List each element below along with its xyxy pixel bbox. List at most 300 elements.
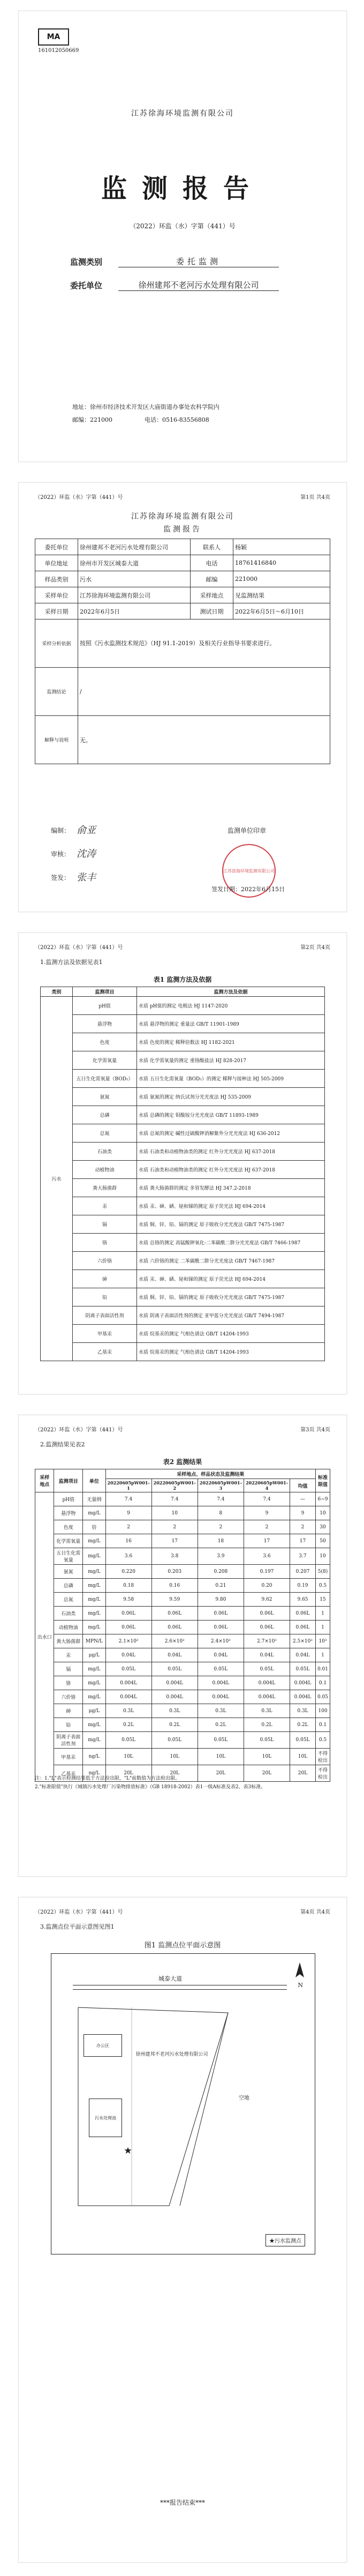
- result-cell: 9: [290, 1506, 316, 1520]
- result-cell: 0.5: [315, 1579, 330, 1593]
- report-end: ***报告结束***: [160, 2499, 205, 2506]
- result-cell: 0.2L: [105, 1718, 151, 1732]
- method-item: pH值: [73, 997, 137, 1015]
- info-value: 杨颖: [233, 539, 330, 555]
- page-header: （2022）环监（水）字第（441）号 第3页 共4页: [35, 1427, 330, 1433]
- result-cell: 10³: [315, 1634, 330, 1648]
- result-cell: 0.05L: [105, 1732, 151, 1749]
- result-cell: 18: [198, 1534, 244, 1548]
- methods-page: [18, 932, 347, 1394]
- result-item: 化学需氧量: [54, 1534, 83, 1548]
- info-label: 联系人: [191, 539, 233, 555]
- result-item: 汞: [54, 1648, 83, 1662]
- result-cell: 0.06L: [151, 1621, 198, 1634]
- result-cell: 0.16: [151, 1579, 198, 1593]
- result-item: 石油类: [54, 1607, 83, 1621]
- method-item: 粪大肠菌群: [73, 1179, 137, 1197]
- table-row: [35, 1648, 330, 1662]
- result-cell: 0.004L: [290, 1676, 316, 1690]
- result-cell: 0.05L: [151, 1662, 198, 1676]
- signature-editor: 俞亚: [77, 825, 96, 836]
- result-cell: MPN/L: [83, 1634, 105, 1648]
- result-cell: 0.20: [244, 1579, 290, 1593]
- category-label: 监测类别: [70, 257, 103, 267]
- result-cell: 3.9: [198, 1548, 244, 1565]
- result-cell: 0.06L: [198, 1607, 244, 1621]
- table-row: [41, 1015, 325, 1033]
- report-number: （2022）环监（水）字第（441）号: [130, 222, 236, 230]
- table-row: [41, 1234, 325, 1252]
- result-item: 动植物油: [54, 1621, 83, 1634]
- table-row: [35, 1621, 330, 1634]
- monitor-point-star-icon: [124, 2147, 132, 2154]
- method-text: 水质 汞、砷、硒、铋和锑的测定 原子荧光法 HJ 694-2014: [137, 1197, 325, 1215]
- col-sample-1: 20220605pW001-1: [105, 1479, 151, 1492]
- table-row: [35, 1634, 330, 1648]
- method-item: 乙基汞: [73, 1343, 137, 1361]
- result-cell: 0.04L: [244, 1648, 290, 1662]
- result-cell: 17: [244, 1534, 290, 1548]
- result-cell: 0.3L: [198, 1704, 244, 1718]
- method-item: 总氮: [73, 1124, 137, 1143]
- table-row: [41, 1306, 325, 1325]
- info-company: 江苏徐海环境监测有限公司: [131, 512, 234, 521]
- method-text: 水质 总磷的测定 钼酸铵分光光度法 GB/T 11893-1989: [137, 1106, 325, 1124]
- result-item: 阴离子表面活性剂: [54, 1732, 83, 1749]
- col-unit: 单位: [83, 1469, 105, 1492]
- result-cell: 9: [244, 1506, 290, 1520]
- table-row: [41, 997, 325, 1015]
- info-label: 测试日期: [191, 603, 233, 619]
- result-cell: 0.2L: [290, 1718, 316, 1732]
- sampling-point-cell: 出水口: [35, 1492, 54, 1782]
- result-cell: 0.2L: [151, 1718, 198, 1732]
- method-item: 悬浮物: [73, 1015, 137, 1033]
- result-cell: 2.7×10²: [244, 1634, 290, 1648]
- result-cell: 9: [105, 1506, 151, 1520]
- result-cell: 0.004L: [198, 1690, 244, 1704]
- result-cell: mg/L: [83, 1621, 105, 1634]
- basis-value: 按照《污水监测技术规范》（HJ 91.1-2019）及相关行业指导书要求进行。: [78, 619, 330, 668]
- result-cell: 0.05L: [151, 1732, 198, 1749]
- result-cell: 7.4: [198, 1492, 244, 1506]
- client-label: 委托单位: [70, 281, 103, 290]
- info-label: 采样单位: [35, 587, 78, 603]
- table-row: [41, 1288, 325, 1306]
- info-label: 邮编: [191, 571, 233, 587]
- result-cell: 17: [151, 1534, 198, 1548]
- result-cell: —: [290, 1492, 316, 1506]
- category-row: [70, 256, 279, 267]
- result-cell: ng/L: [83, 1765, 105, 1782]
- info-row: [35, 603, 330, 619]
- table-row: [41, 1343, 325, 1361]
- result-cell: 0.1: [315, 1676, 330, 1690]
- result-cell: 0.06L: [290, 1607, 316, 1621]
- result-cell: 不得检出: [315, 1765, 330, 1782]
- result-cell: 10L: [244, 1749, 290, 1765]
- result-cell: 0.05: [315, 1690, 330, 1704]
- signature-reviewer: 沈涛: [77, 848, 96, 860]
- result-cell: mg/L: [83, 1690, 105, 1704]
- table-row: [35, 1676, 330, 1690]
- result-item: 甲基汞: [54, 1749, 83, 1765]
- result-cell: 0.2L: [198, 1718, 244, 1732]
- info-subtitle: 监测报告: [163, 525, 202, 534]
- col-group: 采样地点、样品状态及监测结果: [105, 1469, 315, 1479]
- result-item: 镉: [54, 1662, 83, 1676]
- result-cell: 15: [315, 1593, 330, 1607]
- table-row: [35, 1662, 330, 1676]
- method-text: 水质 石油类和动植物油类的测定 红外分光光度法 HJ 637-2018: [137, 1161, 325, 1179]
- result-cell: 6~9: [315, 1492, 330, 1506]
- result-cell: 0.004L: [151, 1676, 198, 1690]
- info-value: 徐州市开发区城泰大道: [78, 555, 191, 571]
- result-cell: 倍: [83, 1520, 105, 1534]
- result-cell: 9.59: [151, 1593, 198, 1607]
- method-text: 水质 总铬的测定 高锰酸钾氧化-二苯碳酰二肼分光光度法 GB/T 7466-1987: [137, 1234, 325, 1252]
- info-value: 18761416840: [233, 555, 330, 571]
- result-cell: 0.5: [315, 1732, 330, 1749]
- info-table: [35, 539, 330, 764]
- result-cell: 2.1×10²: [105, 1634, 151, 1648]
- method-item: 阴离子表面活性剂: [73, 1306, 137, 1325]
- result-cell: 0.06L: [290, 1621, 316, 1634]
- result-cell: mg/L: [83, 1662, 105, 1676]
- result-cell: 0.2L: [244, 1718, 290, 1732]
- method-text: 水质 石油类和动植物油类的测定 红外分光光度法 HJ 637-2018: [137, 1143, 325, 1161]
- result-cell: 7.4: [105, 1492, 151, 1506]
- info-row: [35, 571, 330, 587]
- sign-date: 签发日期：2022年6月15日: [211, 886, 285, 893]
- result-cell: mg/L: [83, 1534, 105, 1548]
- result-cell: 2: [244, 1520, 290, 1534]
- road-label: 城泰大道: [158, 1975, 182, 1982]
- table-row: [35, 1704, 330, 1718]
- cert-number: 161012050669: [38, 48, 79, 54]
- result-cell: mg/L: [83, 1593, 105, 1607]
- method-text: 水质 化学需氧量的测定 重铬酸盐法 HJ 828-2017: [137, 1051, 325, 1070]
- table-row: [41, 1215, 325, 1234]
- cover-contact: 邮编：221000 电话：0516-83556808: [72, 416, 209, 423]
- north-label: N: [298, 1982, 303, 1989]
- result-cell: 20L: [244, 1765, 290, 1782]
- result-cell: 3.8: [151, 1548, 198, 1565]
- result-cell: 9.65: [290, 1593, 316, 1607]
- result-item: 氨氮: [54, 1565, 83, 1579]
- info-page: [18, 482, 347, 912]
- result-cell: 10: [315, 1548, 330, 1565]
- result-cell: 9.62: [244, 1593, 290, 1607]
- method-text: 水质 阴离子表面活性剂的测定 亚甲蓝分光光度法 GB/T 7494-1987: [137, 1306, 325, 1325]
- result-cell: 0.1: [315, 1718, 330, 1732]
- method-item: 镉: [73, 1215, 137, 1234]
- result-item: 悬浮物: [54, 1506, 83, 1520]
- method-text: 水质 悬浮物的测定 重量法 GB/T 11901-1989: [137, 1015, 325, 1033]
- info-value: 221000: [233, 571, 330, 587]
- table-row: [41, 1124, 325, 1143]
- info-row: [35, 587, 330, 603]
- results-table: [35, 1469, 330, 1782]
- result-cell: 20L: [105, 1765, 151, 1782]
- col-item: 监测项目: [73, 987, 137, 997]
- info-row: [35, 539, 330, 555]
- result-cell: 50: [315, 1534, 330, 1548]
- info-label: 委托单位: [35, 539, 78, 555]
- cover-title: 监测报告: [101, 174, 264, 204]
- table-row: [35, 1690, 330, 1704]
- result-cell: mg/L: [83, 1676, 105, 1690]
- tank-block: 污水处理池: [89, 2099, 122, 2137]
- result-cell: 2: [105, 1520, 151, 1534]
- stamp-label: 监测单位印章: [228, 827, 267, 834]
- info-label: 采样地点: [191, 587, 233, 603]
- method-item: 甲基汞: [73, 1325, 137, 1343]
- result-cell: 10L: [105, 1749, 151, 1765]
- result-cell: 10: [315, 1506, 330, 1520]
- plant-label: 徐州建邦不老河污水处理有限公司: [135, 2052, 208, 2057]
- method-text: 水质 铜、锌、铅、镉的测定 原子吸收分光光度法 GB/T 7475-1987: [137, 1215, 325, 1234]
- result-cell: mg/L: [83, 1579, 105, 1593]
- result-cell: 9.80: [198, 1593, 244, 1607]
- result-cell: 0.21: [198, 1579, 244, 1593]
- table-row: [41, 1088, 325, 1106]
- category-cell: 污水: [41, 997, 73, 1361]
- result-cell: 16: [105, 1534, 151, 1548]
- info-value: 江苏徐海环境监测有限公司: [78, 587, 191, 603]
- method-item: 汞: [73, 1197, 137, 1215]
- result-cell: 2: [198, 1520, 244, 1534]
- result-item: 乙基汞: [54, 1765, 83, 1782]
- result-item: pH值: [54, 1492, 83, 1506]
- result-cell: 30: [315, 1520, 330, 1534]
- results-page: [18, 1415, 347, 1877]
- result-cell: 10L: [198, 1749, 244, 1765]
- result-cell: 0.197: [244, 1565, 290, 1579]
- result-cell: 0.004L: [105, 1676, 151, 1690]
- cover-address: 地址：徐州市经济技术开发区大庙街道办事处农科学院内: [72, 404, 219, 410]
- result-cell: 2: [290, 1520, 316, 1534]
- result-cell: 17: [290, 1534, 316, 1548]
- sign-editor: 编制：: [51, 827, 71, 834]
- results-section: 2.监测结果见表2: [40, 1441, 85, 1448]
- col-limit: 标准限值: [315, 1469, 330, 1492]
- col-mean: 均值: [290, 1479, 316, 1492]
- result-cell: 0.04L: [105, 1648, 151, 1662]
- table-row: [41, 1197, 325, 1215]
- result-cell: 10L: [151, 1749, 198, 1765]
- result-cell: 0.05L: [290, 1732, 316, 1749]
- table-row: [35, 1718, 330, 1732]
- info-label: 采样日期: [35, 603, 78, 619]
- result-cell: 5(8): [315, 1565, 330, 1579]
- result-cell: 3.6: [105, 1548, 151, 1565]
- result-cell: μg/L: [83, 1648, 105, 1662]
- table-row: [35, 1607, 330, 1621]
- result-cell: 20L: [151, 1765, 198, 1782]
- result-item: 铅: [54, 1718, 83, 1732]
- note-label: 解释与说明: [35, 716, 78, 764]
- result-cell: 7.4: [244, 1492, 290, 1506]
- result-cell: 0.06L: [105, 1607, 151, 1621]
- result-cell: 20L: [290, 1765, 316, 1782]
- result-cell: 0.3L: [244, 1704, 290, 1718]
- empty-land-label: 空地: [239, 2095, 249, 2101]
- result-cell: 2.6×10²: [151, 1634, 198, 1648]
- result-cell: 0.06L: [198, 1621, 244, 1634]
- method-text: 水质 pH值的测定 电极法 HJ 1147-2020: [137, 997, 325, 1015]
- result-cell: 0.3L: [290, 1704, 316, 1718]
- page-header: （2022）环监（水）字第（441）号 第2页 共4页: [35, 945, 330, 951]
- sign-reviewer: 审核：: [51, 850, 71, 858]
- results-table-title: 表2 监测结果: [163, 1458, 202, 1466]
- result-item: 色度: [54, 1520, 83, 1534]
- result-item: 总氮: [54, 1593, 83, 1607]
- result-cell: 无量纲: [83, 1492, 105, 1506]
- method-item: 五日生化需氧量（BOD₅）: [73, 1070, 137, 1088]
- cma-logo: MA: [38, 28, 69, 46]
- result-cell: 0.3L: [151, 1704, 198, 1718]
- map-page: [18, 1897, 347, 2563]
- table-row: [41, 1143, 325, 1161]
- result-item: 五日生化需氧量: [54, 1548, 83, 1565]
- result-cell: mg/L: [83, 1732, 105, 1749]
- table-row: [41, 1179, 325, 1197]
- method-item: 砷: [73, 1270, 137, 1288]
- conclusion-label: 监测结论: [35, 668, 78, 716]
- result-item: 六价铬: [54, 1690, 83, 1704]
- result-cell: 2.4×10²: [198, 1634, 244, 1648]
- method-text: 水质 色度的测定 稀释倍数法 HJ 1182-2021: [137, 1033, 325, 1051]
- result-cell: 0.004L: [244, 1676, 290, 1690]
- result-cell: 0.203: [151, 1565, 198, 1579]
- method-text: 水质 铜、锌、铅、镉的测定 原子吸收分光光度法 GB/T 7475-1987: [137, 1288, 325, 1306]
- table-row: [35, 1548, 330, 1565]
- result-cell: 不得检出: [315, 1749, 330, 1765]
- col-sample-3: 20220605pW001-3: [198, 1479, 244, 1492]
- table-row: [35, 1732, 330, 1749]
- conclusion-value: /: [78, 668, 330, 716]
- table-row: [41, 1161, 325, 1179]
- result-item: 总磷: [54, 1579, 83, 1593]
- method-text: 水质 总氮的测定 碱性过硫酸钾消解紫外分光光度法 HJ 636-2012: [137, 1124, 325, 1143]
- method-item: 铅: [73, 1288, 137, 1306]
- map-legend: ★污水监测点: [266, 2234, 305, 2246]
- col-sample-2: 20220605pW001-2: [151, 1479, 198, 1492]
- sign-issuer: 签发：: [51, 874, 71, 882]
- signature-block: [51, 826, 318, 906]
- method-item: 铬: [73, 1234, 137, 1252]
- info-value: 徐州建邦不老河污水处理有限公司: [78, 539, 191, 555]
- office-block: 办公区: [84, 2034, 122, 2057]
- col-sample-4: 20220605pW001-4: [244, 1479, 290, 1492]
- cover-company: 江苏徐海环境监测有限公司: [131, 109, 234, 118]
- table-row: [41, 1252, 325, 1270]
- method-item: 色度: [73, 1033, 137, 1051]
- info-value: 污水: [78, 571, 191, 587]
- info-value: 见监测结果: [233, 587, 330, 603]
- map-figure-title: 图1 监测点位平面示意图: [144, 1942, 221, 1950]
- result-cell: 0.220: [105, 1565, 151, 1579]
- result-cell: 0.207: [290, 1565, 316, 1579]
- method-text: 水质 粪大肠菌群的测定 多管发酵法 HJ 347.2-2018: [137, 1179, 325, 1197]
- col-point: 采样 地点: [35, 1469, 54, 1492]
- method-text: 水质 五日生化需氧量（BOD₅）的测定 稀释与接种法 HJ 505-2009: [137, 1070, 325, 1088]
- table-row: [41, 1270, 325, 1288]
- result-cell: 0.05L: [198, 1662, 244, 1676]
- result-cell: 0.05L: [244, 1732, 290, 1749]
- methods-table-title: 表1 监测方法及依据: [153, 976, 212, 983]
- client-value: 徐州建邦不老河污水处理有限公司: [118, 279, 279, 291]
- result-cell: 1: [315, 1648, 330, 1662]
- result-cell: 1: [315, 1621, 330, 1634]
- table-row: [35, 1506, 330, 1520]
- table-row: [35, 1565, 330, 1579]
- col-category: 类别: [41, 987, 73, 997]
- table-row: [35, 1593, 330, 1607]
- table-row: [41, 1325, 325, 1343]
- result-cell: 0.004L: [151, 1690, 198, 1704]
- result-cell: mg/L: [83, 1607, 105, 1621]
- method-item: 石油类: [73, 1143, 137, 1161]
- result-cell: 10: [151, 1506, 198, 1520]
- result-cell: 0.19: [290, 1579, 316, 1593]
- table-row: [41, 1051, 325, 1070]
- result-cell: 8: [198, 1506, 244, 1520]
- category-value: 委托监测: [118, 256, 279, 267]
- method-text: 水质 汞、砷、硒、铋和锑的测定 原子荧光法 HJ 694-2014: [137, 1270, 325, 1288]
- method-item: 氨氮: [73, 1088, 137, 1106]
- table-row: [41, 1033, 325, 1051]
- result-cell: 0.3L: [105, 1704, 151, 1718]
- result-cell: 0.208: [198, 1565, 244, 1579]
- method-item: 六价铬: [73, 1252, 137, 1270]
- page-header: （2022）环监（水）字第（441）号 第4页 共4页: [35, 1909, 330, 1915]
- result-cell: 0.004L: [244, 1690, 290, 1704]
- result-cell: 0.18: [105, 1579, 151, 1593]
- methods-section: 1.监测方法及依据见表1: [40, 959, 103, 966]
- method-item: 总磷: [73, 1106, 137, 1124]
- result-cell: mg/L: [83, 1718, 105, 1732]
- table-row: [35, 1520, 330, 1534]
- result-cell: mg/L: [83, 1548, 105, 1565]
- result-cell: 2.5×10²: [290, 1634, 316, 1648]
- methods-table: [40, 987, 325, 1361]
- result-cell: 0.004L: [105, 1690, 151, 1704]
- results-note-1: 注：1."L"表示检测结果低于方法检出限，"L"前数值为方法检出限。: [35, 1776, 180, 1781]
- info-label: 电话: [191, 555, 233, 571]
- result-cell: μg/L: [83, 1704, 105, 1718]
- result-cell: mg/L: [83, 1506, 105, 1520]
- method-item: 动植物油: [73, 1161, 137, 1179]
- map-frame: [51, 1953, 315, 2254]
- result-cell: 0.004L: [290, 1690, 316, 1704]
- signature-issuer: 张丰: [77, 872, 96, 883]
- company-seal: 江苏徐海环境监测有限公司: [222, 844, 276, 898]
- result-cell: 7.4: [151, 1492, 198, 1506]
- result-cell: 0.06L: [105, 1621, 151, 1634]
- result-cell: mg/L: [83, 1565, 105, 1579]
- method-item: 化学需氧量: [73, 1051, 137, 1070]
- table-row: [35, 1579, 330, 1593]
- method-text: 水质 氨氮的测定 纳氏试剂分光光度法 HJ 535-2009: [137, 1088, 325, 1106]
- note-value: 无。: [78, 716, 330, 764]
- page-header: （2022）环监（水）字第（441）号 第1页 共4页: [35, 495, 330, 501]
- result-cell: 0.004L: [198, 1676, 244, 1690]
- method-text: 水质 烷基汞的测定 气相色谱法 GB/T 14204-1993: [137, 1343, 325, 1361]
- result-cell: 3.7: [290, 1548, 316, 1565]
- table-row: [41, 1070, 325, 1088]
